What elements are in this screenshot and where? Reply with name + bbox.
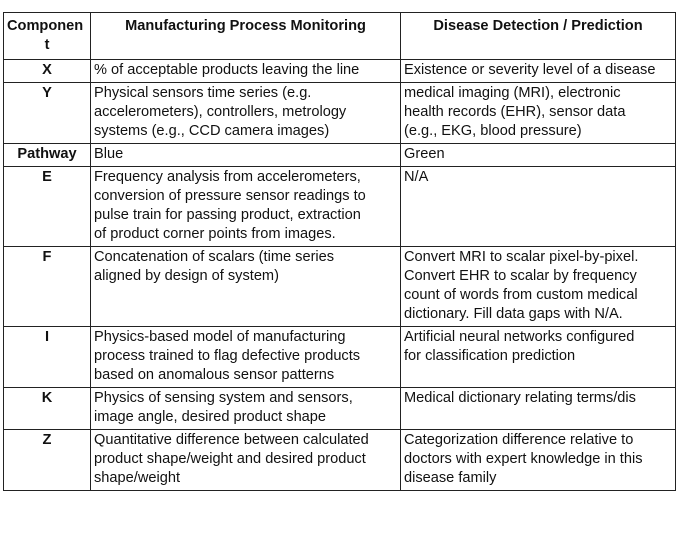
cell-line: Concatenation of scalars (time series [94, 249, 335, 265]
cell-line: product shape/weight and desired product [94, 451, 366, 467]
cell-line: dictionary. Fill data gaps with N/A. [404, 306, 623, 322]
row-component: K [4, 388, 91, 430]
table-row [4, 167, 676, 247]
table-body [4, 60, 676, 491]
cell-line: for classification prediction [404, 348, 576, 364]
cell-line: health records (EHR), sensor data [404, 104, 626, 120]
row-disease-cell [401, 167, 676, 247]
row-component: X [4, 60, 91, 83]
row-component: E [4, 167, 91, 247]
table-row [4, 430, 676, 491]
row-manufacturing-cell [91, 144, 401, 167]
cell-line: of product corner points from images. [94, 226, 336, 242]
header-disease: Disease Detection / Prediction [401, 13, 676, 60]
header-component [4, 13, 91, 60]
row-disease-cell [401, 247, 676, 327]
cell-line: count of words from custom medical [404, 287, 638, 303]
row-disease-cell: Existence or severity level of a disease [401, 60, 676, 83]
table-row [4, 388, 676, 430]
cell-line: Quantitative difference between calculated [94, 432, 369, 448]
cell-line: medical imaging (MRI), electronic [404, 85, 621, 101]
cell-line: N/A [404, 169, 429, 185]
row-disease-cell [401, 144, 676, 167]
header-component-line: Componen [7, 18, 84, 34]
row-component: Pathway [4, 144, 91, 167]
row-manufacturing-cell [91, 83, 401, 144]
table-row [4, 247, 676, 327]
cell-line: (e.g., EKG, blood pressure) [404, 123, 582, 139]
row-manufacturing-cell [91, 247, 401, 327]
row-component: I [4, 327, 91, 388]
row-manufacturing-cell [91, 167, 401, 247]
row-manufacturing-cell [91, 388, 401, 430]
row-manufacturing-cell [91, 430, 401, 491]
header-component-line: t [44, 37, 50, 53]
cell-line: disease family [404, 470, 497, 486]
cell-line: aligned by design of system) [94, 268, 279, 284]
cell-line: based on anomalous sensor patterns [94, 367, 335, 383]
cell-line: doctors with expert knowledge in this [404, 451, 643, 467]
cell-line: conversion of pressure sensor readings to [94, 188, 366, 204]
cell-line: Medical dictionary relating terms/dis [404, 390, 636, 406]
cell-line: systems (e.g., CCD camera images) [94, 123, 330, 139]
table-row [4, 144, 676, 167]
cell-line: Physical sensors time series (e.g. [94, 85, 312, 101]
table-row [4, 327, 676, 388]
row-component: Z [4, 430, 91, 491]
row-disease-cell [401, 430, 676, 491]
cell-line: Green [404, 146, 445, 162]
cell-line: shape/weight [94, 470, 181, 486]
cell-line: % of acceptable products leaving the line [94, 62, 360, 78]
cell-line: process trained to flag defective products [94, 348, 361, 364]
cell-line: image angle, desired product shape [94, 409, 327, 425]
header-row [4, 13, 676, 60]
cell-line: Blue [94, 146, 124, 162]
row-manufacturing-cell [91, 327, 401, 388]
row-manufacturing-cell [91, 60, 401, 83]
row-disease-cell [401, 83, 676, 144]
row-component: F [4, 247, 91, 327]
cell-line: Artificial neural networks configured [404, 329, 635, 345]
header-manufacturing: Manufacturing Process Monitoring [91, 13, 401, 60]
row-disease-cell [401, 327, 676, 388]
cell-line: Frequency analysis from accelerometers, [94, 169, 361, 185]
table-row [4, 83, 676, 144]
comparison-table [3, 12, 676, 491]
cell-line: pulse train for passing product, extraction [94, 207, 361, 223]
cell-line: Convert EHR to scalar by frequency [404, 268, 637, 284]
cell-line: Physics of sensing system and sensors, [94, 390, 353, 406]
cell-line: Convert MRI to scalar pixel-by-pixel. [404, 249, 639, 265]
cell-line: Physics-based model of manufacturing [94, 329, 346, 345]
cell-line: accelerometers), controllers, metrology [94, 104, 347, 120]
cell-line: Categorization difference relative to [404, 432, 634, 448]
row-component: Y [4, 83, 91, 144]
table-row [4, 60, 676, 83]
row-disease-cell [401, 388, 676, 430]
